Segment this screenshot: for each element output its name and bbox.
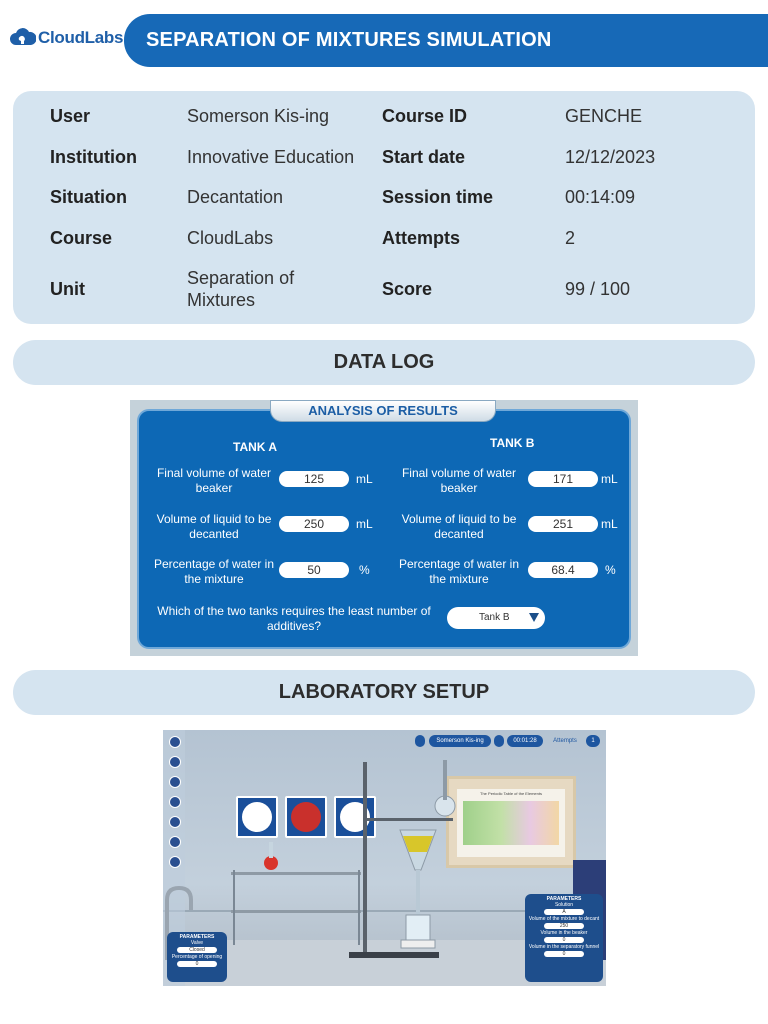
decant-volume-field[interactable]: 250 <box>544 923 584 929</box>
lab-user-chip: Somerson Kis-ing <box>429 735 491 747</box>
tank-a-decanted-unit: mL <box>356 517 373 531</box>
user-label: User <box>50 106 91 126</box>
cloudlabs-logo <box>10 28 123 48</box>
situation-value: Decantation <box>187 187 284 207</box>
left-parameters-panel <box>167 932 227 982</box>
tank-question: Which of the two tanks requires the least number of additives? <box>157 604 431 633</box>
dropdown-arrow-icon <box>529 613 539 622</box>
tank-a-percentage-unit: % <box>359 563 370 577</box>
course-id-value: GENCHE <box>565 106 643 126</box>
lab-timer: 00:01:28 <box>507 735 543 747</box>
institution-value: Innovative Education <box>187 147 355 167</box>
tank-a-percentage-label: Percentage of water in the mixture <box>153 557 275 586</box>
tank-a-decanted-field[interactable]: 250 <box>279 516 349 532</box>
opening-field[interactable]: 0 <box>177 961 217 967</box>
analysis-panel <box>137 409 631 649</box>
unit-value: Separation of Mixtures <box>187 268 295 310</box>
analysis-of-results-image <box>130 400 638 656</box>
lab-attempts-value: 1 <box>586 735 600 747</box>
funnel-volume-label: Volume in the separatory funnel <box>528 944 600 950</box>
situation-label: Situation <box>50 187 127 207</box>
tank-b-decanted-label: Volume of liquid to be decanted <box>401 512 517 541</box>
cloud-logo-icon <box>10 28 36 48</box>
lab-attempts-label: Attempts <box>553 738 577 744</box>
data-log-title: DATA LOG <box>333 351 435 373</box>
beaker-volume-field[interactable]: 0 <box>544 937 584 943</box>
tank-a-final-volume-label: Final volume of water beaker <box>156 466 272 495</box>
tank-answer-value: Tank B <box>479 612 510 623</box>
tank-b-percentage-unit: % <box>605 563 616 577</box>
course-value: CloudLabs <box>187 228 274 248</box>
beaker-volume-label: Volume in the beaker <box>540 930 588 936</box>
start-date-label: Start date <box>382 147 466 167</box>
session-time-label: Session time <box>382 187 494 207</box>
analysis-title: ANALYSIS OF RESULTS <box>308 403 458 418</box>
unit-label: Unit <box>50 279 85 299</box>
title-bar <box>124 14 768 67</box>
left-parameters-title: PARAMETERS <box>179 934 215 940</box>
score-value: 99 / 100 <box>565 279 631 299</box>
solution-label: Solution <box>554 902 574 908</box>
score-label: Score <box>382 279 433 299</box>
lab-setup-title: LABORATORY SETUP <box>278 681 490 703</box>
tank-b-decanted-unit: mL <box>601 517 618 531</box>
user-value: Somerson Kis-ing <box>187 106 330 126</box>
valve-label: Valve <box>190 940 204 946</box>
lab-setup-header <box>13 670 755 715</box>
tank-a-final-volume-field[interactable]: 125 <box>279 471 349 487</box>
attempts-value: 2 <box>565 228 576 248</box>
tank-b-percentage-label: Percentage of water in the mixture <box>398 557 520 586</box>
session-info-panel <box>13 91 755 324</box>
decant-volume-label: Volume of the mixture to decant <box>528 916 600 922</box>
laboratory-setup-image <box>163 730 606 986</box>
tank-b-decanted-field[interactable]: 251 <box>528 516 598 532</box>
opening-label: Percentage of opening <box>171 954 223 960</box>
institution-label: Institution <box>50 147 137 167</box>
tank-answer-dropdown[interactable] <box>447 607 545 629</box>
course-id-label: Course ID <box>382 106 468 126</box>
tank-a-percentage-field[interactable]: 50 <box>279 562 349 578</box>
logo-text: CloudLabs <box>38 28 124 47</box>
periodic-table-title: The Periodic Table of the Elements <box>480 791 542 796</box>
course-label: Course <box>50 228 113 248</box>
solution-field[interactable]: A <box>544 909 584 915</box>
attempts-label: Attempts <box>382 228 461 248</box>
page-title: SEPARATION OF MIXTURES SIMULATION <box>146 29 552 51</box>
start-date-value: 12/12/2023 <box>565 147 656 167</box>
tank-a-decanted-label: Volume of liquid to be decanted <box>156 512 272 541</box>
right-parameters-panel <box>525 894 603 982</box>
tank-b-final-volume-field[interactable]: 171 <box>528 471 598 487</box>
valve-field[interactable]: Closed <box>177 947 217 953</box>
tank-a-final-volume-unit: mL <box>356 472 373 486</box>
right-parameters-title: PARAMETERS <box>546 896 582 902</box>
tank-a-title: TANK A <box>233 440 277 454</box>
tank-b-final-volume-label: Final volume of water beaker <box>401 466 517 495</box>
analysis-title-tab <box>270 400 496 422</box>
tank-b-percentage-field[interactable]: 68.4 <box>528 562 598 578</box>
session-time-value: 00:14:09 <box>565 187 636 207</box>
funnel-volume-field[interactable]: 0 <box>544 951 584 957</box>
tank-b-final-volume-unit: mL <box>601 472 618 486</box>
data-log-header <box>13 340 755 385</box>
tank-b-title: TANK B <box>490 436 535 450</box>
